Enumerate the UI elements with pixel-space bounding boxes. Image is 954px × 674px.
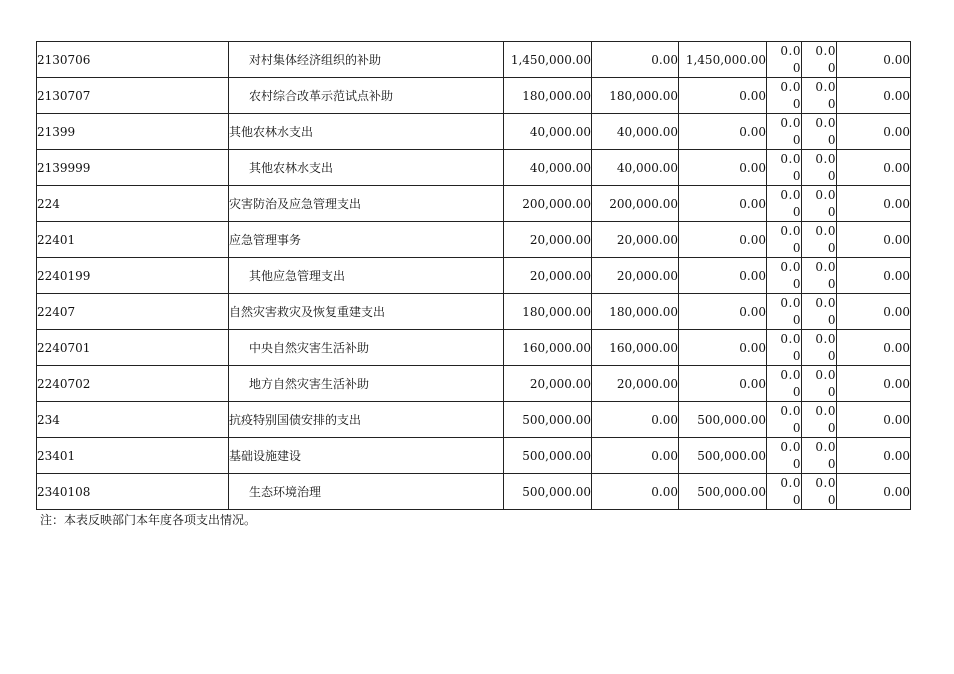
table-row: [37, 186, 911, 222]
project-expenditure-cell: 0.00: [679, 114, 767, 150]
basic-expenditure-cell: 40,000.00: [592, 150, 679, 186]
col6-value-line2: 0: [792, 204, 801, 219]
table-row: [37, 114, 911, 150]
col7-cell: [802, 366, 837, 402]
total-amount-cell: 180,000.00: [504, 294, 592, 330]
col7-cell: [802, 402, 837, 438]
col7-cell: [802, 114, 837, 150]
col6-cell: [767, 186, 802, 222]
project-expenditure-cell: 0.00: [679, 330, 767, 366]
col6-value-line2: 0: [792, 384, 801, 399]
col7-cell: [802, 258, 837, 294]
project-expenditure-cell: 0.00: [679, 222, 767, 258]
total-amount-cell: 20,000.00: [504, 222, 592, 258]
basic-expenditure-cell: 0.00: [592, 438, 679, 474]
last-amount-cell: 0.00: [837, 402, 911, 438]
col6-cell: [767, 42, 802, 78]
col7-value-line2: 0: [827, 60, 836, 75]
col6-value-line2: 0: [792, 420, 801, 435]
col7-value-line2: 0: [827, 312, 836, 327]
col7-value-line1: 0.0: [815, 403, 836, 418]
col7-value-line1: 0.0: [815, 223, 836, 238]
basic-expenditure-cell: 180,000.00: [592, 78, 679, 114]
col7-cell: [802, 78, 837, 114]
total-amount-cell: 500,000.00: [504, 438, 592, 474]
table-row: [37, 78, 911, 114]
basic-expenditure-cell: 40,000.00: [592, 114, 679, 150]
subject-name-cell: 其他农林水支出: [229, 114, 504, 150]
col7-value-line1: 0.0: [815, 43, 836, 58]
col7-value-line2: 0: [827, 132, 836, 147]
col6-value-line1: 0.0: [780, 223, 801, 238]
col6-value-line1: 0.0: [780, 115, 801, 130]
col6-value-line2: 0: [792, 312, 801, 327]
col7-value-line1: 0.0: [815, 439, 836, 454]
subject-code-cell: 234: [37, 402, 229, 438]
total-amount-cell: 20,000.00: [504, 258, 592, 294]
subject-code-cell: 2240199: [37, 258, 229, 294]
total-amount-cell: 180,000.00: [504, 78, 592, 114]
basic-expenditure-cell: 20,000.00: [592, 222, 679, 258]
table-row: [37, 402, 911, 438]
table-row: [37, 366, 911, 402]
table-footnote: 注：本表反映部门本年度各项支出情况。: [40, 513, 257, 527]
col7-value-line2: 0: [827, 276, 836, 291]
col7-value-line1: 0.0: [815, 79, 836, 94]
subject-code-cell: 23401: [37, 438, 229, 474]
col6-cell: [767, 330, 802, 366]
table-row: [37, 474, 911, 510]
project-expenditure-cell: 0.00: [679, 150, 767, 186]
total-amount-cell: 40,000.00: [504, 114, 592, 150]
col7-value-line1: 0.0: [815, 367, 836, 382]
col6-value-line2: 0: [792, 60, 801, 75]
table-row: [37, 42, 911, 78]
subject-code-cell: 22401: [37, 222, 229, 258]
subject-name-cell: 中央自然灾害生活补助: [229, 330, 504, 366]
total-amount-cell: 500,000.00: [504, 474, 592, 510]
basic-expenditure-cell: 160,000.00: [592, 330, 679, 366]
col6-cell: [767, 474, 802, 510]
table-body: [37, 42, 911, 510]
table-row: [37, 330, 911, 366]
col7-cell: [802, 186, 837, 222]
last-amount-cell: 0.00: [837, 474, 911, 510]
last-amount-cell: 0.00: [837, 114, 911, 150]
table-row: [37, 222, 911, 258]
col6-value-line2: 0: [792, 168, 801, 183]
col7-cell: [802, 42, 837, 78]
col6-value-line2: 0: [792, 456, 801, 471]
basic-expenditure-cell: 0.00: [592, 42, 679, 78]
table-row: [37, 294, 911, 330]
project-expenditure-cell: 1,450,000.00: [679, 42, 767, 78]
subject-name-cell: 灾害防治及应急管理支出: [229, 186, 504, 222]
col7-value-line2: 0: [827, 456, 836, 471]
project-expenditure-cell: 500,000.00: [679, 474, 767, 510]
col7-value-line2: 0: [827, 204, 836, 219]
col6-cell: [767, 294, 802, 330]
col6-value-line1: 0.0: [780, 475, 801, 490]
col6-value-line2: 0: [792, 240, 801, 255]
col6-cell: [767, 78, 802, 114]
subject-code-cell: 2130706: [37, 42, 229, 78]
last-amount-cell: 0.00: [837, 258, 911, 294]
last-amount-cell: 0.00: [837, 222, 911, 258]
last-amount-cell: 0.00: [837, 366, 911, 402]
total-amount-cell: 40,000.00: [504, 150, 592, 186]
col6-value-line1: 0.0: [780, 331, 801, 346]
project-expenditure-cell: 500,000.00: [679, 438, 767, 474]
last-amount-cell: 0.00: [837, 186, 911, 222]
col7-value-line1: 0.0: [815, 475, 836, 490]
col6-value-line2: 0: [792, 276, 801, 291]
subject-code-cell: 2340108: [37, 474, 229, 510]
col6-cell: [767, 150, 802, 186]
col7-value-line2: 0: [827, 96, 836, 111]
col6-value-line2: 0: [792, 132, 801, 147]
expenditure-table: [36, 41, 911, 510]
col6-cell: [767, 258, 802, 294]
col7-value-line1: 0.0: [815, 187, 836, 202]
subject-code-cell: 2139999: [37, 150, 229, 186]
subject-name-cell: 农村综合改革示范试点补助: [229, 78, 504, 114]
last-amount-cell: 0.00: [837, 78, 911, 114]
subject-name-cell: 其他应急管理支出: [229, 258, 504, 294]
col6-value-line1: 0.0: [780, 259, 801, 274]
subject-code-cell: 2240701: [37, 330, 229, 366]
project-expenditure-cell: 0.00: [679, 186, 767, 222]
subject-code-cell: 21399: [37, 114, 229, 150]
col7-value-line2: 0: [827, 420, 836, 435]
subject-name-cell: 抗疫特别国债安排的支出: [229, 402, 504, 438]
col6-value-line1: 0.0: [780, 367, 801, 382]
total-amount-cell: 20,000.00: [504, 366, 592, 402]
col6-value-line2: 0: [792, 492, 801, 507]
col6-cell: [767, 114, 802, 150]
subject-name-cell: 生态环境治理: [229, 474, 504, 510]
col6-cell: [767, 438, 802, 474]
col7-cell: [802, 330, 837, 366]
col6-cell: [767, 402, 802, 438]
col7-value-line2: 0: [827, 492, 836, 507]
project-expenditure-cell: 0.00: [679, 258, 767, 294]
subject-code-cell: 2130707: [37, 78, 229, 114]
subject-name-cell: 对村集体经济组织的补助: [229, 42, 504, 78]
col6-value-line1: 0.0: [780, 187, 801, 202]
col7-value-line1: 0.0: [815, 151, 836, 166]
subject-name-cell: 基础设施建设: [229, 438, 504, 474]
subject-code-cell: 224: [37, 186, 229, 222]
total-amount-cell: 500,000.00: [504, 402, 592, 438]
col7-cell: [802, 474, 837, 510]
col7-value-line2: 0: [827, 168, 836, 183]
basic-expenditure-cell: 20,000.00: [592, 258, 679, 294]
basic-expenditure-cell: 0.00: [592, 474, 679, 510]
subject-name-cell: 自然灾害救灾及恢复重建支出: [229, 294, 504, 330]
col7-value-line1: 0.0: [815, 331, 836, 346]
subject-code-cell: 2240702: [37, 366, 229, 402]
last-amount-cell: 0.00: [837, 438, 911, 474]
basic-expenditure-cell: 180,000.00: [592, 294, 679, 330]
col6-value-line2: 0: [792, 348, 801, 363]
col7-cell: [802, 438, 837, 474]
subject-name-cell: 地方自然灾害生活补助: [229, 366, 504, 402]
col7-value-line1: 0.0: [815, 259, 836, 274]
col7-value-line2: 0: [827, 240, 836, 255]
total-amount-cell: 200,000.00: [504, 186, 592, 222]
col6-value-line1: 0.0: [780, 295, 801, 310]
total-amount-cell: 160,000.00: [504, 330, 592, 366]
project-expenditure-cell: 0.00: [679, 78, 767, 114]
col6-value-line1: 0.0: [780, 43, 801, 58]
project-expenditure-cell: 0.00: [679, 294, 767, 330]
col6-value-line1: 0.0: [780, 151, 801, 166]
col7-value-line2: 0: [827, 348, 836, 363]
col6-value-line1: 0.0: [780, 439, 801, 454]
basic-expenditure-cell: 0.00: [592, 402, 679, 438]
col7-value-line1: 0.0: [815, 115, 836, 130]
col7-cell: [802, 294, 837, 330]
basic-expenditure-cell: 20,000.00: [592, 366, 679, 402]
last-amount-cell: 0.00: [837, 330, 911, 366]
col6-value-line1: 0.0: [780, 79, 801, 94]
last-amount-cell: 0.00: [837, 42, 911, 78]
table-row: [37, 438, 911, 474]
col7-value-line1: 0.0: [815, 295, 836, 310]
col7-value-line2: 0: [827, 384, 836, 399]
total-amount-cell: 1,450,000.00: [504, 42, 592, 78]
subject-name-cell: 其他农林水支出: [229, 150, 504, 186]
last-amount-cell: 0.00: [837, 294, 911, 330]
project-expenditure-cell: 0.00: [679, 366, 767, 402]
col6-cell: [767, 222, 802, 258]
basic-expenditure-cell: 200,000.00: [592, 186, 679, 222]
table-row: [37, 258, 911, 294]
table-row: [37, 150, 911, 186]
subject-name-cell: 应急管理事务: [229, 222, 504, 258]
col7-cell: [802, 150, 837, 186]
last-amount-cell: 0.00: [837, 150, 911, 186]
col7-cell: [802, 222, 837, 258]
col6-cell: [767, 366, 802, 402]
subject-code-cell: 22407: [37, 294, 229, 330]
col6-value-line1: 0.0: [780, 403, 801, 418]
col6-value-line2: 0: [792, 96, 801, 111]
project-expenditure-cell: 500,000.00: [679, 402, 767, 438]
